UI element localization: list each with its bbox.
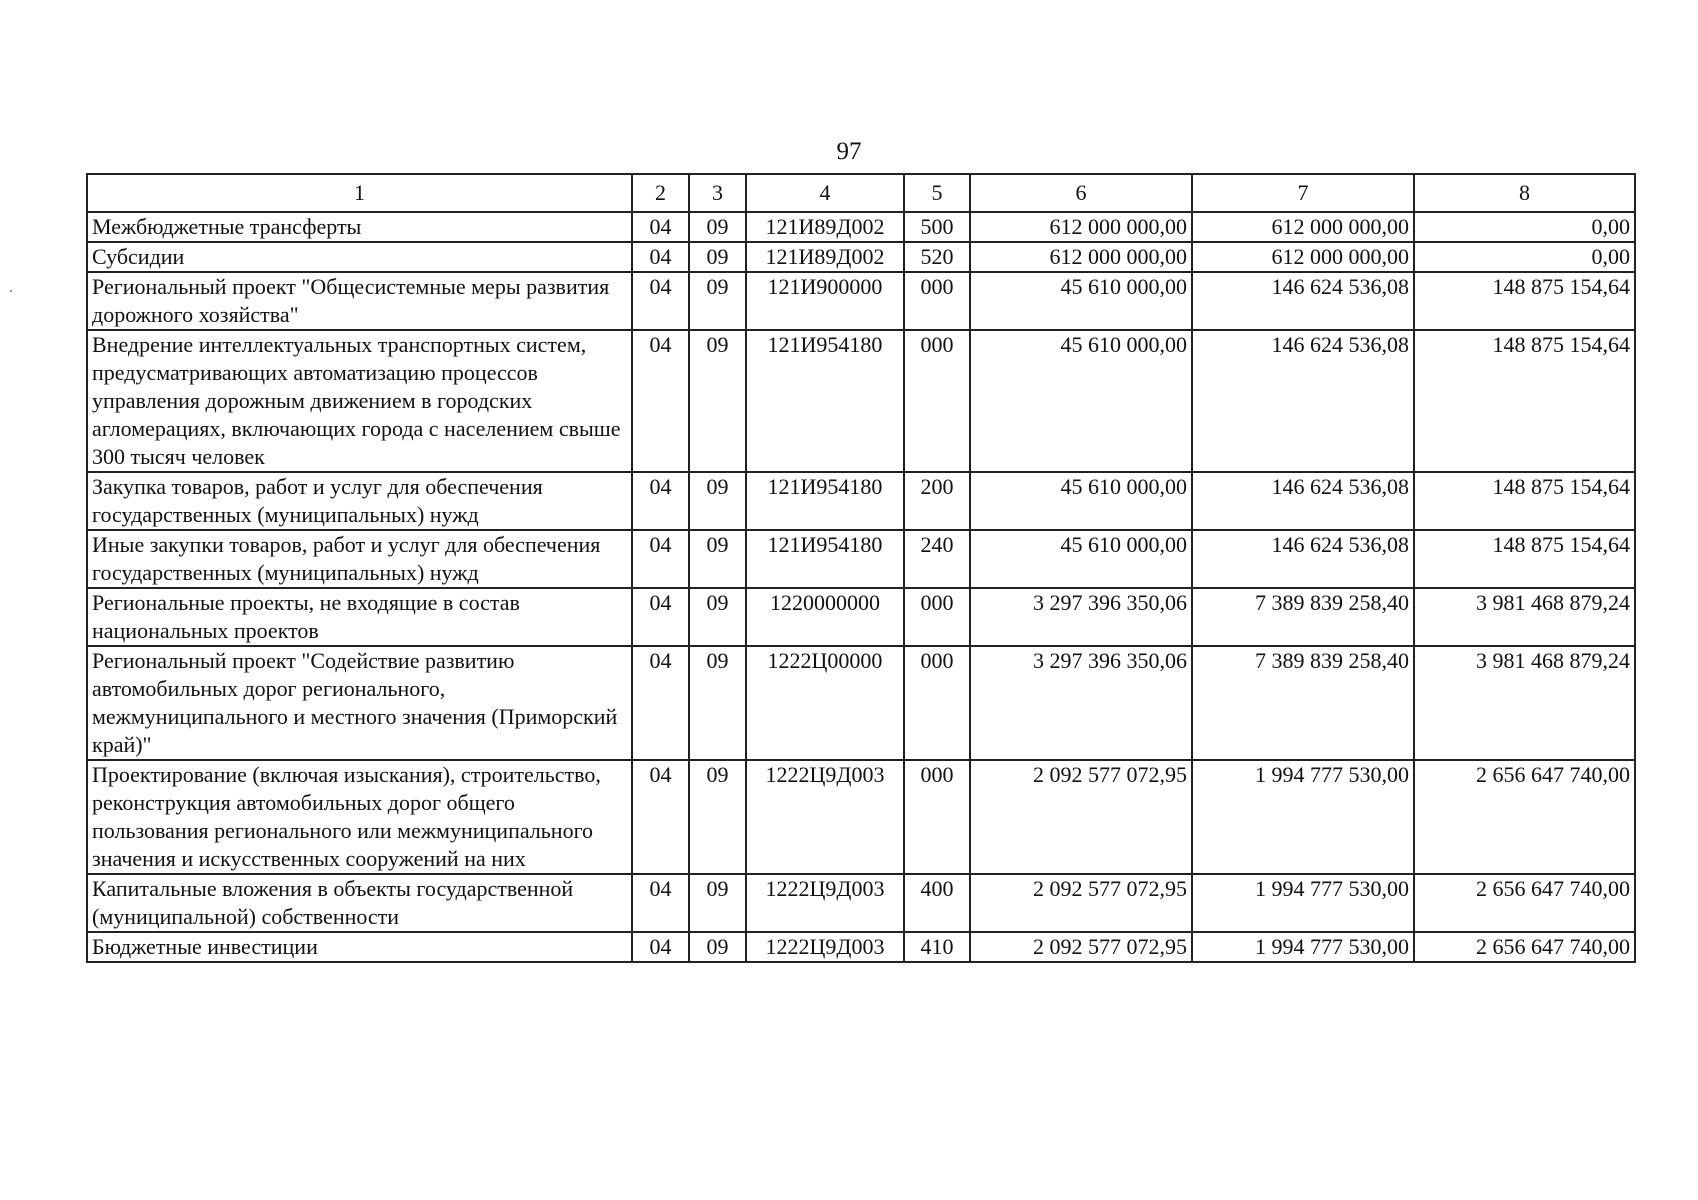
amount-col8-cell: 2 656 647 740,00 xyxy=(1414,760,1635,874)
amount-col7-cell: 146 624 536,08 xyxy=(1192,530,1414,588)
expense-type-cell: 000 xyxy=(904,646,970,760)
subsection-code-cell: 09 xyxy=(689,212,746,242)
amount-col8-cell: 148 875 154,64 xyxy=(1414,530,1635,588)
amount-col7-cell: 1 994 777 530,00 xyxy=(1192,932,1414,962)
amount-col8-cell: 0,00 xyxy=(1414,242,1635,272)
expense-type-cell: 500 xyxy=(904,212,970,242)
section-code-cell: 04 xyxy=(632,646,689,760)
target-article-cell: 121И89Д002 xyxy=(746,212,904,242)
budget-table xyxy=(86,173,1636,963)
expense-type-cell: 410 xyxy=(904,932,970,962)
table-row xyxy=(87,874,1635,932)
amount-col8-cell: 148 875 154,64 xyxy=(1414,472,1635,530)
section-code-cell: 04 xyxy=(632,272,689,330)
row-name-cell: Капитальные вложения в объекты государственной (муниципальной) собственности xyxy=(87,874,632,932)
amount-col7-cell: 7 389 839 258,40 xyxy=(1192,588,1414,646)
amount-col8-cell: 0,00 xyxy=(1414,212,1635,242)
target-article-cell: 121И89Д002 xyxy=(746,242,904,272)
expense-type-cell: 400 xyxy=(904,874,970,932)
target-article-cell: 121И954180 xyxy=(746,330,904,472)
amount-col8-cell: 3 981 468 879,24 xyxy=(1414,646,1635,760)
expense-type-cell: 520 xyxy=(904,242,970,272)
column-header: 5 xyxy=(904,174,970,212)
section-code-cell: 04 xyxy=(632,530,689,588)
row-name-cell: Проектирование (включая изыскания), строительство, реконструкция автомобильных дорог общего пользования регионального или межмуниципального значения и искусственных сооружений на них xyxy=(87,760,632,874)
column-header: 8 xyxy=(1414,174,1635,212)
amount-col6-cell: 3 297 396 350,06 xyxy=(970,588,1192,646)
column-header: 1 xyxy=(87,174,632,212)
row-name-cell: Субсидии xyxy=(87,242,632,272)
expense-type-cell: 000 xyxy=(904,272,970,330)
amount-col6-cell: 3 297 396 350,06 xyxy=(970,646,1192,760)
row-name-cell: Региональный проект "Общесистемные меры развития дорожного хозяйства" xyxy=(87,272,632,330)
row-name-cell: Бюджетные инвестиции xyxy=(87,932,632,962)
amount-col6-cell: 2 092 577 072,95 xyxy=(970,874,1192,932)
subsection-code-cell: 09 xyxy=(689,472,746,530)
row-name-cell: Региональный проект "Содействие развитию автомобильных дорог регионального, межмуниципального и местного значения (Приморский край)" xyxy=(87,646,632,760)
table-row xyxy=(87,242,1635,272)
table-row xyxy=(87,272,1635,330)
amount-col6-cell: 45 610 000,00 xyxy=(970,472,1192,530)
scan-artifact xyxy=(10,290,12,292)
target-article-cell: 121И954180 xyxy=(746,530,904,588)
subsection-code-cell: 09 xyxy=(689,272,746,330)
table-row xyxy=(87,212,1635,242)
amount-col7-cell: 612 000 000,00 xyxy=(1192,242,1414,272)
column-header: 6 xyxy=(970,174,1192,212)
subsection-code-cell: 09 xyxy=(689,588,746,646)
table-body xyxy=(87,212,1635,962)
table-row xyxy=(87,760,1635,874)
subsection-code-cell: 09 xyxy=(689,646,746,760)
section-code-cell: 04 xyxy=(632,588,689,646)
subsection-code-cell: 09 xyxy=(689,874,746,932)
row-name-cell: Внедрение интеллектуальных транспортных систем, предусматривающих автоматизацию процессов управления дорожным движением в городских агломерациях, включающих города с населением свыше 300 тысяч человек xyxy=(87,330,632,472)
expense-type-cell: 000 xyxy=(904,330,970,472)
section-code-cell: 04 xyxy=(632,932,689,962)
table-row xyxy=(87,646,1635,760)
row-name-cell: Региональные проекты, не входящие в состав национальных проектов xyxy=(87,588,632,646)
amount-col7-cell: 146 624 536,08 xyxy=(1192,272,1414,330)
subsection-code-cell: 09 xyxy=(689,760,746,874)
amount-col6-cell: 45 610 000,00 xyxy=(970,272,1192,330)
amount-col8-cell: 148 875 154,64 xyxy=(1414,330,1635,472)
expense-type-cell: 240 xyxy=(904,530,970,588)
table-row xyxy=(87,932,1635,962)
table-row xyxy=(87,472,1635,530)
expense-type-cell: 200 xyxy=(904,472,970,530)
subsection-code-cell: 09 xyxy=(689,242,746,272)
amount-col7-cell: 146 624 536,08 xyxy=(1192,472,1414,530)
table-row xyxy=(87,530,1635,588)
amount-col8-cell: 148 875 154,64 xyxy=(1414,272,1635,330)
amount-col8-cell: 2 656 647 740,00 xyxy=(1414,932,1635,962)
section-code-cell: 04 xyxy=(632,472,689,530)
page-number: 97 xyxy=(836,138,862,165)
amount-col6-cell: 612 000 000,00 xyxy=(970,212,1192,242)
target-article-cell: 1222Ц9Д003 xyxy=(746,760,904,874)
amount-col7-cell: 1 994 777 530,00 xyxy=(1192,760,1414,874)
table-row xyxy=(87,330,1635,472)
header-row xyxy=(87,174,1635,212)
subsection-code-cell: 09 xyxy=(689,932,746,962)
amount-col7-cell: 1 994 777 530,00 xyxy=(1192,874,1414,932)
section-code-cell: 04 xyxy=(632,212,689,242)
amount-col8-cell: 3 981 468 879,24 xyxy=(1414,588,1635,646)
amount-col6-cell: 612 000 000,00 xyxy=(970,242,1192,272)
expense-type-cell: 000 xyxy=(904,760,970,874)
row-name-cell: Иные закупки товаров, работ и услуг для обеспечения государственных (муниципальных) нужд xyxy=(87,530,632,588)
amount-col6-cell: 2 092 577 072,95 xyxy=(970,760,1192,874)
target-article-cell: 121И954180 xyxy=(746,472,904,530)
target-article-cell: 1220000000 xyxy=(746,588,904,646)
section-code-cell: 04 xyxy=(632,874,689,932)
table-row xyxy=(87,588,1635,646)
column-header: 7 xyxy=(1192,174,1414,212)
row-name-cell: Закупка товаров, работ и услуг для обеспечения государственных (муниципальных) нужд xyxy=(87,472,632,530)
section-code-cell: 04 xyxy=(632,330,689,472)
amount-col8-cell: 2 656 647 740,00 xyxy=(1414,874,1635,932)
column-header: 2 xyxy=(632,174,689,212)
column-header: 3 xyxy=(689,174,746,212)
subsection-code-cell: 09 xyxy=(689,330,746,472)
target-article-cell: 1222Ц9Д003 xyxy=(746,874,904,932)
target-article-cell: 1222Ц9Д003 xyxy=(746,932,904,962)
target-article-cell: 121И900000 xyxy=(746,272,904,330)
amount-col7-cell: 146 624 536,08 xyxy=(1192,330,1414,472)
row-name-cell: Межбюджетные трансферты xyxy=(87,212,632,242)
subsection-code-cell: 09 xyxy=(689,530,746,588)
section-code-cell: 04 xyxy=(632,760,689,874)
amount-col6-cell: 45 610 000,00 xyxy=(970,530,1192,588)
section-code-cell: 04 xyxy=(632,242,689,272)
amount-col6-cell: 45 610 000,00 xyxy=(970,330,1192,472)
column-header: 4 xyxy=(746,174,904,212)
amount-col6-cell: 2 092 577 072,95 xyxy=(970,932,1192,962)
expense-type-cell: 000 xyxy=(904,588,970,646)
target-article-cell: 1222Ц00000 xyxy=(746,646,904,760)
amount-col7-cell: 7 389 839 258,40 xyxy=(1192,646,1414,760)
amount-col7-cell: 612 000 000,00 xyxy=(1192,212,1414,242)
